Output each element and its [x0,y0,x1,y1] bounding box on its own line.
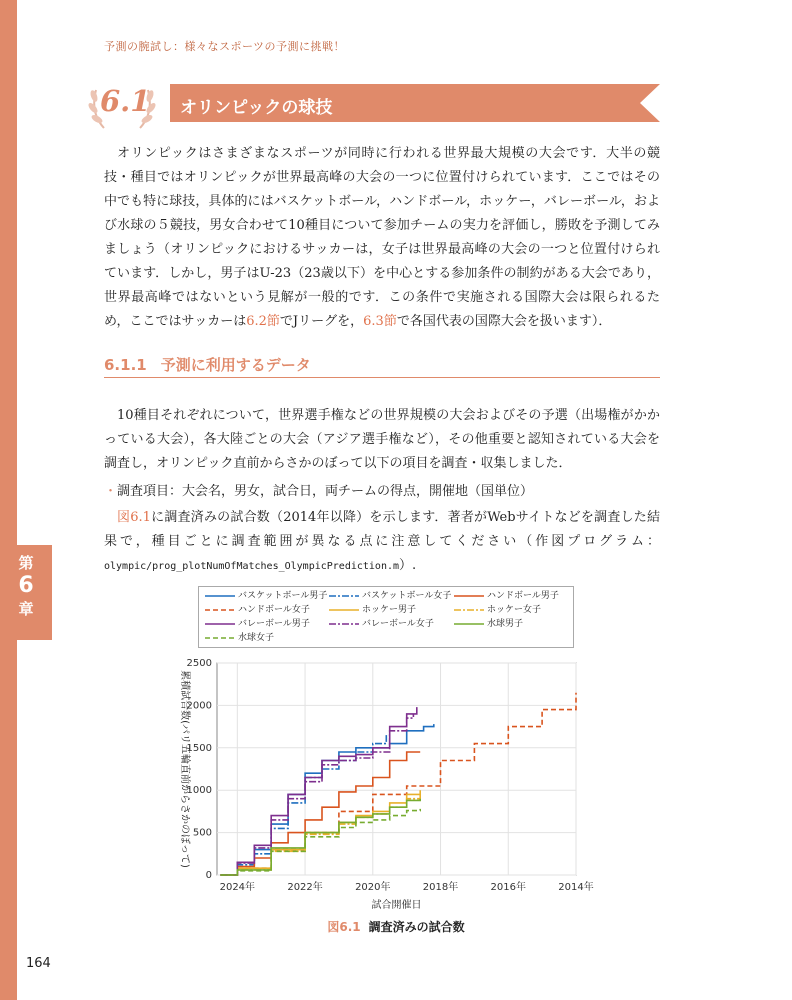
legend-item [329,589,451,603]
y-tick-label: 2000 [186,700,212,712]
legend-swatch [205,593,235,599]
x-tick-label: 2016年 [490,882,526,893]
legend-item [329,617,434,631]
y-tick-label: 1000 [186,785,212,797]
page-number: 164 [26,956,51,971]
figure-caption-number: 図6.1 [327,920,361,934]
legend-swatch [329,607,359,613]
bullet-item [104,480,533,504]
legend-label: バスケットボール男子 [238,591,328,601]
intro-text: オリンピックはさまざまなスポーツが同時に行われる世界最大規模の大会です．大半の競技・種目ではオリンピックが世界最高峰の大会の一つに位置付けられています．ここではその中でも特に球技，具体的にはバスケットボール，ハンドボール，ホッケー，バレーボール，および水球の５競技，男女合わせて10種目について参加チームの実力を評価し，勝敗を予測してみましょう（オリンピックにおけるサッカーは，女子は世界最高峰の大会の一つと位置付けられています．しかし，男子はU-23（23歳以下）を中心とする参加条件の制約がある大会であり，世界最高峰ではないという見解が一般的です．この条件で実施される国際大会は限られるため，ここではサッカーは [104,146,660,329]
figure-paragraph-end: ）. [399,558,417,573]
y-tick-label: 1500 [186,742,212,754]
figure-caption-title: 調査済みの試合数 [368,920,465,934]
legend-item [454,603,541,617]
x-tick-label: 2014年 [558,882,594,893]
chapter-kanji-top: 第 [18,554,34,572]
chapter-marker [10,553,42,619]
intro-text-b: でJリーグを， [279,314,364,329]
legend-label: ホッケー男子 [362,605,417,615]
section-title: オリンピックの球技 [180,98,333,118]
y-axis-label: 累積試合数(パリ五輪直前からさかのぼって) [179,670,190,868]
legend-swatch [205,621,235,627]
legend-item [205,617,310,631]
x-axis-label: 試合開催日 [371,900,422,911]
ref-section-6-3[interactable]: 6.3節 [363,314,397,329]
data-paragraph: 10種目それぞれについて，世界選手権などの世界規模の大会およびその予選（出場権がかかっている大会），各大陸ごとの大会（アジア選手権など），その他重要と認知されている大会を調査し，オリンピック直前からさかのぼって以下の項目を調査・収集しました． [104,408,660,471]
y-tick-label: 0 [205,870,212,881]
chapter-number: 6 [18,573,34,598]
bullet-text: 調査項目：大会名，男女，試合日，両チームの得点，開催地（国単位） [117,484,534,499]
legend-item [205,603,310,617]
x-tick-label: 2022年 [287,882,323,893]
bullet-marker: ・ [104,484,118,499]
chapter-kanji-bottom: 章 [18,600,34,618]
figure-caption [0,918,792,935]
program-path: olympic/prog_plotNumOfMatches_OlympicPrediction.m [104,561,400,572]
legend-swatch [329,593,359,599]
legend-item [205,631,274,645]
x-tick-label: 2024年 [219,882,256,893]
legend-item [329,603,416,617]
legend-label: バレーボール女子 [362,619,434,629]
y-tick-label: 2500 [186,658,212,669]
legend-label: 水球男子 [487,619,524,629]
legend-label: バレーボール男子 [238,619,310,629]
section-number: 6.1 [100,84,151,118]
legend-swatch [454,593,484,599]
x-tick-label: 2018年 [422,882,459,893]
legend-item [454,617,523,631]
intro-paragraph [104,142,660,334]
chapter-tab-bar-lower [0,640,17,1000]
subsection-number: 6.1.1 [104,356,147,374]
legend-swatch [454,621,484,627]
legend-swatch [329,621,359,627]
running-header: 予測の腕試し：様々なスポーツの予測に挑戦！ [104,40,346,53]
ref-figure-6-1[interactable]: 図6.1 [117,510,151,525]
legend-label: 水球女子 [238,633,275,643]
legend-item [454,589,559,603]
legend-label: ハンドボール女子 [238,605,310,615]
legend-item [205,589,327,603]
chart-legend [198,586,574,648]
x-tick-label: 2020年 [355,882,391,893]
legend-swatch [205,607,235,613]
line-chart [170,655,610,913]
y-tick-label: 500 [192,827,212,839]
subsection-title: 予測に利用するデータ [160,356,311,374]
ref-section-6-2[interactable]: 6.2節 [246,314,280,329]
figure-paragraph [104,506,660,579]
legend-label: バスケットボール女子 [362,591,452,601]
chapter-tab-bar [0,0,17,545]
legend-label: ハンドボール男子 [487,591,559,601]
legend-swatch [454,607,484,613]
intro-text-c: で各国代表の国際大会を扱います）． [396,314,612,329]
legend-swatch [205,635,235,641]
legend-label: ホッケー女子 [487,605,542,615]
figure-paragraph-text: に調査済みの試合数（2014年以降）を示します．著者がWebサイトなどを調査した結果で，種目ごとに調査範囲が異なる点に注意してください（作図プログラム： [104,510,660,549]
section-banner [170,84,660,122]
subsection-heading [104,354,660,378]
